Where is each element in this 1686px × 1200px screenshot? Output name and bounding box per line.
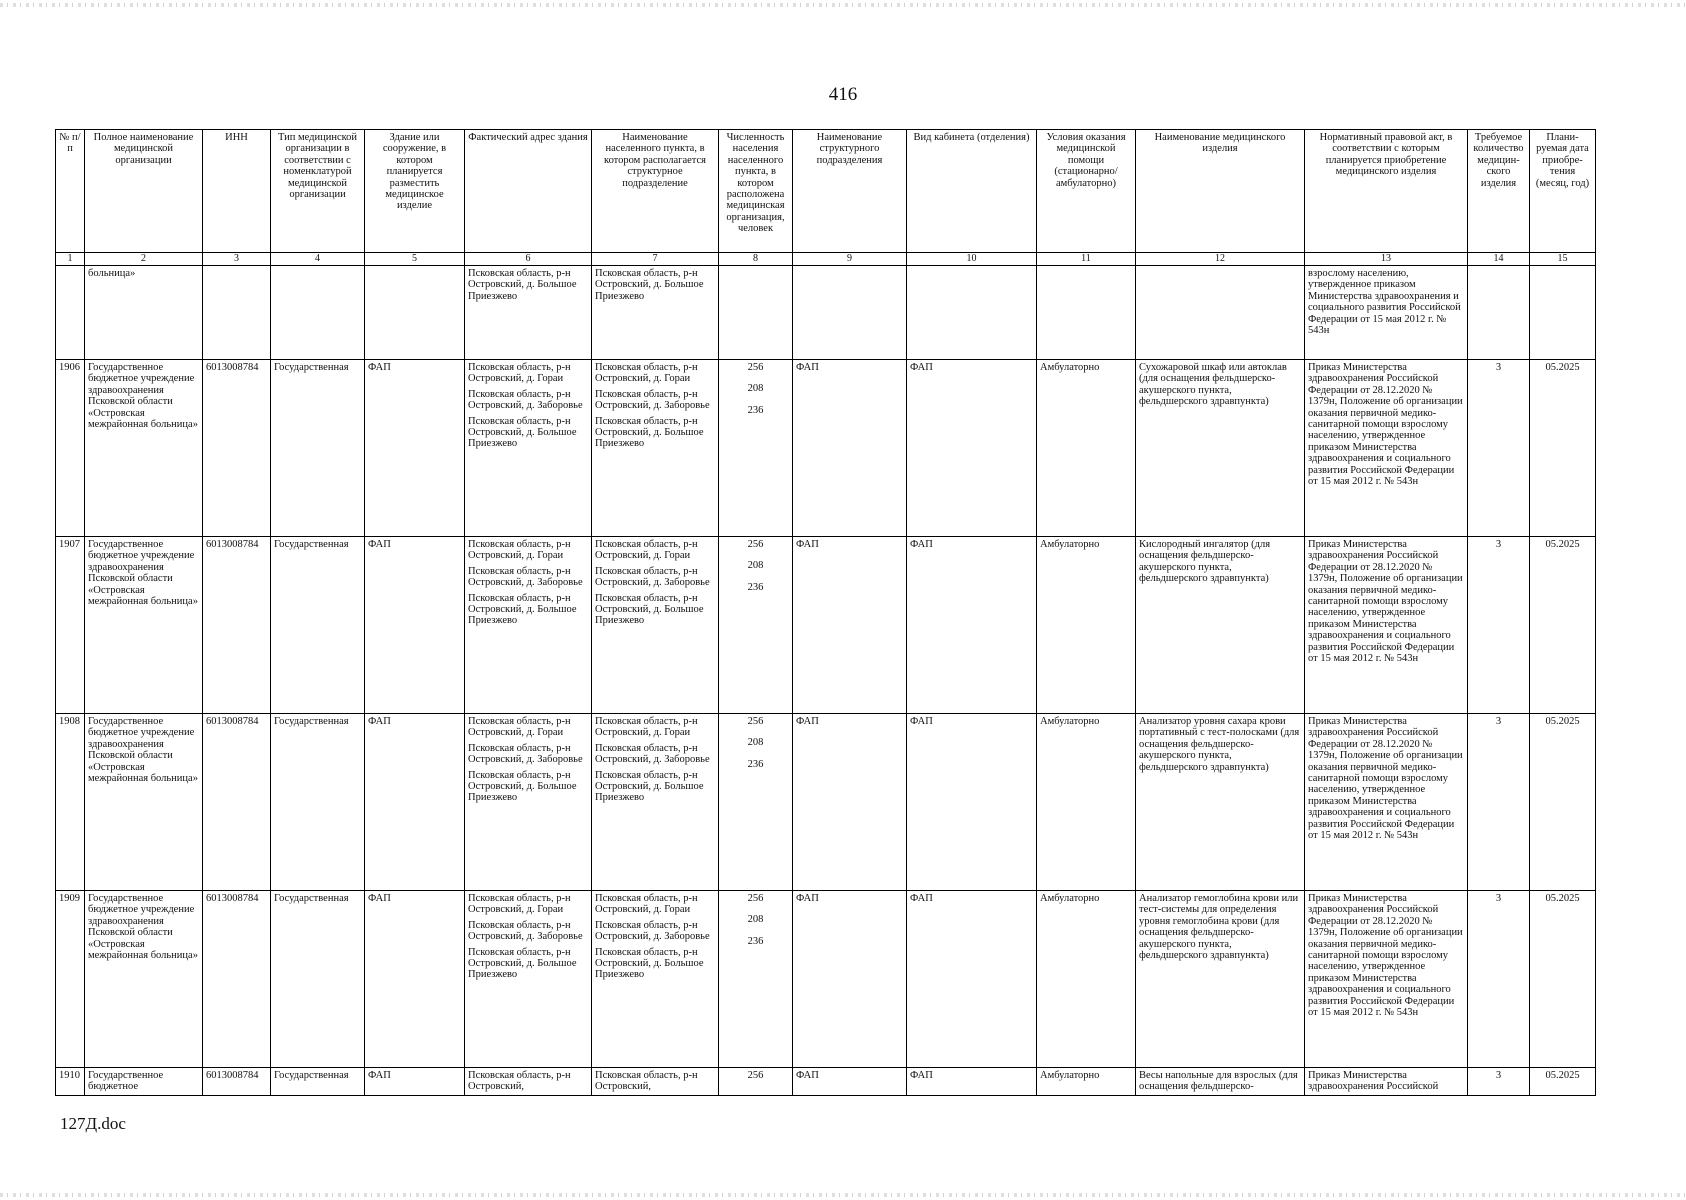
unit-cell	[793, 266, 907, 360]
population-value: 256	[747, 893, 764, 904]
address-line: Псковская область, р-н Островский, д. Большое Приезжево	[468, 415, 577, 450]
type-cell: Государственная	[271, 537, 365, 714]
num-cell	[56, 266, 85, 360]
address-line: Псковская область, р-н Островский, д. Гораи	[595, 539, 698, 562]
unit-cell: ФАП	[793, 714, 907, 891]
population-value: 208	[747, 560, 764, 572]
type-cell: Государственная	[271, 891, 365, 1068]
column-number-row	[56, 253, 1596, 266]
inn-cell: 6013008784	[203, 714, 271, 891]
conditions-cell: Амбулаторно	[1037, 537, 1136, 714]
address-line: Псковская область, р-н Островский, д. Большое Приезжево	[468, 592, 577, 627]
scan-edge-top	[0, 3, 1686, 7]
settlement-cell: Псковская область, р-н Островский, д. Большое Приезжево	[592, 266, 719, 360]
column-number: 10	[907, 253, 1037, 266]
cabinet-cell: ФАП	[907, 537, 1037, 714]
quantity-cell: 3	[1468, 714, 1530, 891]
org-cell: больница»	[85, 266, 203, 360]
table-row	[56, 891, 1596, 1068]
quantity-cell: 3	[1468, 537, 1530, 714]
table-row	[56, 537, 1596, 714]
address-cell	[465, 891, 592, 1068]
date-cell: 05.2025	[1530, 537, 1596, 714]
device-cell: Кислородный ингалятор (для оснащения фельдшерско-акушерского пункта, фельдшерского здравпункта)	[1136, 537, 1305, 714]
act-cell: Приказ Министерства здравоохранения Российской Федерации от 28.12.2020 № 1379н, Положение об организации оказания первичной медико-санитарной помощи взрослому населению, утвержденное приказом Министерства здравоохранения и социального развития Российской Федерации от 15 мая 2012 г. № 543н	[1305, 537, 1468, 714]
unit-cell: ФАП	[793, 360, 907, 537]
address-cell	[465, 714, 592, 891]
device-cell: Анализатор гемоглобина крови или тест-системы для определения уровня гемоглобина крови (для оснащения фельдшерско-акушерского пункта, фельдшерского здравпункта)	[1136, 891, 1305, 1068]
address-line: Псковская область, р-н Островский, д. Заборовье	[468, 388, 583, 412]
inn-cell	[203, 266, 271, 360]
address-line: Псковская область, р-н Островский, д. Заборовье	[468, 919, 583, 943]
act-cell: Приказ Министерства здравоохранения Российской Федерации от 28.12.2020 № 1379н, Положение об организации оказания первичной медико-санитарной помощи взрослому населению, утвержденное приказом Министерства здравоохранения и социального развития Российской Федерации от 15 мая 2012 г. № 543н	[1305, 360, 1468, 537]
conditions-cell: Амбулаторно	[1037, 1068, 1136, 1096]
header-cell: Требуемое количество медицин-ского изделия	[1468, 130, 1530, 253]
address-line: Псковская область, р-н Островский, д. Гораи	[595, 362, 698, 385]
org-cell: Государственное бюджетное учреждение здравоохранения Псковской области «Островская межрайонная больница»	[85, 714, 203, 891]
cabinet-cell: ФАП	[907, 360, 1037, 537]
population-value: 236	[747, 935, 764, 947]
population-value: 256	[747, 716, 764, 727]
act-cell: взрослому населению, утвержденное приказом Министерства здравоохранения и социального развития Российской Федерации от 15 мая 2012 г. № 543н	[1305, 266, 1468, 360]
address-line: Псковская область, р-н Островский, д. Заборовье	[595, 919, 710, 943]
population-value: 256	[747, 362, 764, 373]
address-line: Псковская область, р-н Островский, д. Заборовье	[468, 742, 583, 766]
inn-cell: 6013008784	[203, 891, 271, 1068]
settlement-cell	[592, 537, 719, 714]
header-cell: Фактический адрес здания	[465, 130, 592, 253]
unit-cell: ФАП	[793, 537, 907, 714]
header-cell: Тип медицинской организации в соответствии с номенклатурой медицинской организации	[271, 130, 365, 253]
population-cell	[719, 537, 793, 714]
column-number: 6	[465, 253, 592, 266]
header-cell: Наименование структурного подразделения	[793, 130, 907, 253]
num-cell: 1907	[56, 537, 85, 714]
unit-cell: ФАП	[793, 891, 907, 1068]
inn-cell: 6013008784	[203, 537, 271, 714]
org-cell: Государственное бюджетное учреждение здравоохранения Псковской области «Островская межрайонная больница»	[85, 360, 203, 537]
act-cell: Приказ Министерства здравоохранения Российской	[1305, 1068, 1468, 1096]
column-number: 9	[793, 253, 907, 266]
table-row	[56, 360, 1596, 537]
conditions-cell: Амбулаторно	[1037, 360, 1136, 537]
address-line: Псковская область, р-н Островский, д. Большое Приезжево	[595, 946, 704, 981]
quantity-cell: 3	[1468, 1068, 1530, 1096]
address-cell: Псковская область, р-н Островский, д. Большое Приезжево	[465, 266, 592, 360]
cabinet-cell	[907, 266, 1037, 360]
address-line: Псковская область, р-н Островский, д. Гораи	[595, 716, 698, 739]
header-cell: ИНН	[203, 130, 271, 253]
header-cell: Нормативный правовой акт, в соответствии с которым планируется приобретение медицинского изделия	[1305, 130, 1468, 253]
date-cell: 05.2025	[1530, 714, 1596, 891]
scan-edge-bottom	[0, 1193, 1686, 1197]
type-cell: Государственная	[271, 360, 365, 537]
quantity-cell	[1468, 266, 1530, 360]
date-cell: 05.2025	[1530, 1068, 1596, 1096]
settlement-cell	[592, 891, 719, 1068]
column-number: 1	[56, 253, 85, 266]
num-cell: 1906	[56, 360, 85, 537]
header-cell: Наименование населенного пункта, в котором располагается структурное подразделение	[592, 130, 719, 253]
act-cell: Приказ Министерства здравоохранения Российской Федерации от 28.12.2020 № 1379н, Положение об организации оказания первичной медико-санитарной помощи взрослому населению, утвержденное приказом Министерства здравоохранения и социального развития Российской Федерации от 15 мая 2012 г. № 543н	[1305, 714, 1468, 891]
building-cell: ФАП	[365, 891, 465, 1068]
device-cell	[1136, 266, 1305, 360]
address-line: Псковская область, р-н Островский, д. Заборовье	[595, 565, 710, 589]
date-cell: 05.2025	[1530, 360, 1596, 537]
device-cell: Анализатор уровня сахара крови портативный с тест-полосками (для оснащения фельдшерско-акушерского пункта, фельдшерского здравпункта)	[1136, 714, 1305, 891]
population-value: 256	[747, 539, 764, 550]
settlement-cell	[592, 360, 719, 537]
address-cell: Псковская область, р-н Островский,	[465, 1068, 592, 1096]
device-cell: Весы напольные для взрослых (для оснащения фельдшерско-	[1136, 1068, 1305, 1096]
table-row	[56, 1068, 1596, 1096]
building-cell	[365, 266, 465, 360]
inn-cell: 6013008784	[203, 360, 271, 537]
building-cell: ФАП	[365, 1068, 465, 1096]
date-cell: 05.2025	[1530, 891, 1596, 1068]
header-cell: Численность населения населенного пункта, в котором расположена медицинская организация, человек	[719, 130, 793, 253]
population-value: 208	[747, 737, 764, 749]
type-cell	[271, 266, 365, 360]
address-line: Псковская область, р-н Островский, д. Большое Приезжево	[595, 415, 704, 450]
num-cell: 1910	[56, 1068, 85, 1096]
address-line: Псковская область, р-н Островский, д. Гораи	[468, 893, 571, 916]
column-number: 5	[365, 253, 465, 266]
footer-filename: 127Д.doc	[60, 1114, 126, 1133]
address-line: Псковская область, р-н Островский, д. Заборовье	[468, 565, 583, 589]
table-row	[56, 714, 1596, 891]
address-line: Псковская область, р-н Островский, д. Заборовье	[595, 388, 710, 412]
header-cell: Полное наименование медицинской организации	[85, 130, 203, 253]
num-cell: 1908	[56, 714, 85, 891]
header-cell: Здание или сооружение, в котором планируется разместить медицинское изделие	[365, 130, 465, 253]
address-line: Псковская область, р-н Островский, д. Гораи	[468, 539, 571, 562]
address-cell	[465, 360, 592, 537]
address-line: Псковская область, р-н Островский, д. Большое Приезжево	[595, 592, 704, 627]
address-line: Псковская область, р-н Островский, д. Заборовье	[595, 742, 710, 766]
settlement-cell	[592, 714, 719, 891]
cabinet-cell: ФАП	[907, 891, 1037, 1068]
cabinet-cell: ФАП	[907, 714, 1037, 891]
column-number: 7	[592, 253, 719, 266]
inn-cell: 6013008784	[203, 1068, 271, 1096]
cabinet-cell: ФАП	[907, 1068, 1037, 1096]
address-line: Псковская область, р-н Островский, д. Гораи	[468, 362, 571, 385]
population-value: 236	[747, 581, 764, 593]
population-cell	[719, 266, 793, 360]
population-cell	[719, 360, 793, 537]
org-cell: Государственное бюджетное учреждение здравоохранения Псковской области «Островская межрайонная больница»	[85, 537, 203, 714]
conditions-cell	[1037, 266, 1136, 360]
date-cell	[1530, 266, 1596, 360]
conditions-cell: Амбулаторно	[1037, 891, 1136, 1068]
conditions-cell: Амбулаторно	[1037, 714, 1136, 891]
population-cell: 256	[719, 1068, 793, 1096]
page-number: 416	[828, 84, 858, 105]
header-cell: Условия оказания медицинской помощи (стационарно/ амбулаторно)	[1037, 130, 1136, 253]
column-number: 2	[85, 253, 203, 266]
header-cell: Вид кабинета (отделения)	[907, 130, 1037, 253]
header-cell: № п/п	[56, 130, 85, 253]
column-number: 3	[203, 253, 271, 266]
column-number: 8	[719, 253, 793, 266]
address-line: Псковская область, р-н Островский, д. Большое Приезжево	[468, 946, 577, 981]
population-value: 236	[747, 404, 764, 416]
column-number: 12	[1136, 253, 1305, 266]
address-line: Псковская область, р-н Островский, д. Большое Приезжево	[595, 769, 704, 804]
building-cell: ФАП	[365, 537, 465, 714]
column-number: 11	[1037, 253, 1136, 266]
header-cell: Плани-руемая дата приобре-тения (месяц, год)	[1530, 130, 1596, 253]
org-cell: Государственное бюджетное учреждение здравоохранения Псковской области «Островская межрайонная больница»	[85, 891, 203, 1068]
population-value: 208	[747, 914, 764, 926]
address-line: Псковская область, р-н Островский, д. Большое Приезжево	[468, 769, 577, 804]
population-value: 236	[747, 758, 764, 770]
unit-cell: ФАП	[793, 1068, 907, 1096]
address-cell	[465, 537, 592, 714]
population-value: 208	[747, 383, 764, 395]
num-cell: 1909	[56, 891, 85, 1068]
type-cell: Государственная	[271, 1068, 365, 1096]
settlement-cell: Псковская область, р-н Островский,	[592, 1068, 719, 1096]
building-cell: ФАП	[365, 360, 465, 537]
device-table	[55, 129, 1596, 1096]
building-cell: ФАП	[365, 714, 465, 891]
population-cell	[719, 714, 793, 891]
header-row	[56, 130, 1596, 253]
population-cell	[719, 891, 793, 1068]
address-line: Псковская область, р-н Островский, д. Гораи	[468, 716, 571, 739]
type-cell: Государственная	[271, 714, 365, 891]
column-number: 14	[1468, 253, 1530, 266]
org-cell: Государственное бюджетное	[85, 1068, 203, 1096]
device-cell: Сухожаровой шкаф или автоклав (для оснащения фельдшерско-акушерского пункта, фельдшерского здравпункта)	[1136, 360, 1305, 537]
continuation-row	[56, 266, 1596, 360]
header-cell: Наименование медицинского изделия	[1136, 130, 1305, 253]
address-line: Псковская область, р-н Островский, д. Гораи	[595, 893, 698, 916]
column-number: 13	[1305, 253, 1468, 266]
act-cell: Приказ Министерства здравоохранения Российской Федерации от 28.12.2020 № 1379н, Положение об организации оказания первичной медико-санитарной помощи взрослому населению, утвержденное приказом Министерства здравоохранения и социального развития Российской Федерации от 15 мая 2012 г. № 543н	[1305, 891, 1468, 1068]
column-number: 4	[271, 253, 365, 266]
quantity-cell: 3	[1468, 360, 1530, 537]
column-number: 15	[1530, 253, 1596, 266]
quantity-cell: 3	[1468, 891, 1530, 1068]
